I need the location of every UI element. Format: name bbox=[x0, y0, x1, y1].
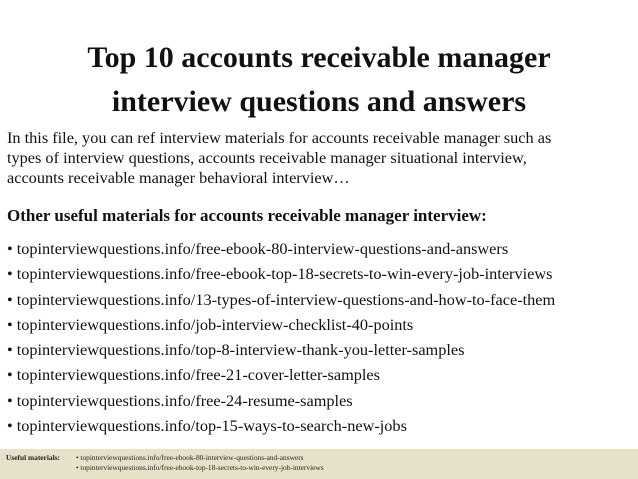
footer-bar bbox=[0, 449, 638, 479]
intro-paragraph bbox=[7, 128, 633, 188]
material-link[interactable]: topinterviewquestions.info/free-ebook-80-interview-questions-and-answers bbox=[16, 239, 509, 258]
footer-link-list bbox=[76, 453, 324, 473]
footer-link[interactable]: • topinterviewquestions.info/free-ebook-80-interview-questions-and-answers bbox=[76, 453, 304, 462]
bullet-icon: • bbox=[7, 289, 13, 309]
bullet-icon: • bbox=[7, 390, 13, 410]
intro-line-3: accounts receivable manager behavioral interview… bbox=[7, 168, 350, 187]
footer-link[interactable]: • topinterviewquestions.info/free-ebook-top-18-secrets-to-win-every-job-interviews bbox=[76, 463, 324, 472]
material-link[interactable]: topinterviewquestions.info/job-interview-checklist-40-points bbox=[16, 314, 414, 334]
intro-line-2: types of interview questions, accounts receivable manager situational interview, bbox=[7, 148, 527, 167]
page-title-line-2: interview questions and answers bbox=[111, 85, 527, 118]
list-item bbox=[7, 413, 555, 438]
list-item bbox=[7, 236, 555, 261]
list-item bbox=[7, 337, 555, 362]
bullet-icon: • bbox=[7, 264, 13, 284]
page-title bbox=[0, 36, 638, 124]
list-item bbox=[7, 312, 555, 337]
bullet-icon: • bbox=[7, 314, 13, 334]
bullet-icon: • bbox=[7, 365, 13, 385]
bullet-icon: • bbox=[7, 239, 13, 258]
materials-link-list bbox=[7, 236, 555, 438]
bullet-icon: • bbox=[7, 416, 13, 436]
list-item bbox=[7, 362, 555, 387]
footer-label: Useful materials: bbox=[6, 453, 60, 462]
list-item bbox=[7, 261, 555, 286]
material-link[interactable]: topinterviewquestions.info/top-15-ways-to-search-new-jobs bbox=[16, 416, 407, 436]
material-link[interactable]: topinterviewquestions.info/free-24-resume-samples bbox=[16, 390, 353, 410]
page-title-line-1: Top 10 accounts receivable manager bbox=[87, 41, 551, 74]
intro-line-1: In this file, you can ref interview materials for accounts receivable manager such as bbox=[7, 128, 552, 147]
material-link[interactable]: topinterviewquestions.info/13-types-of-interview-questions-and-how-to-face-them bbox=[16, 289, 556, 309]
material-link[interactable]: topinterviewquestions.info/free-ebook-top-18-secrets-to-win-every-job-interviews bbox=[16, 264, 553, 284]
list-item bbox=[7, 287, 555, 312]
list-item bbox=[7, 388, 555, 413]
material-link[interactable]: topinterviewquestions.info/free-21-cover-letter-samples bbox=[16, 365, 380, 385]
material-link[interactable]: topinterviewquestions.info/top-8-interview-thank-you-letter-samples bbox=[16, 340, 465, 360]
materials-subheading: Other useful materials for accounts receivable manager interview: bbox=[7, 206, 487, 225]
bullet-icon: • bbox=[7, 340, 13, 360]
